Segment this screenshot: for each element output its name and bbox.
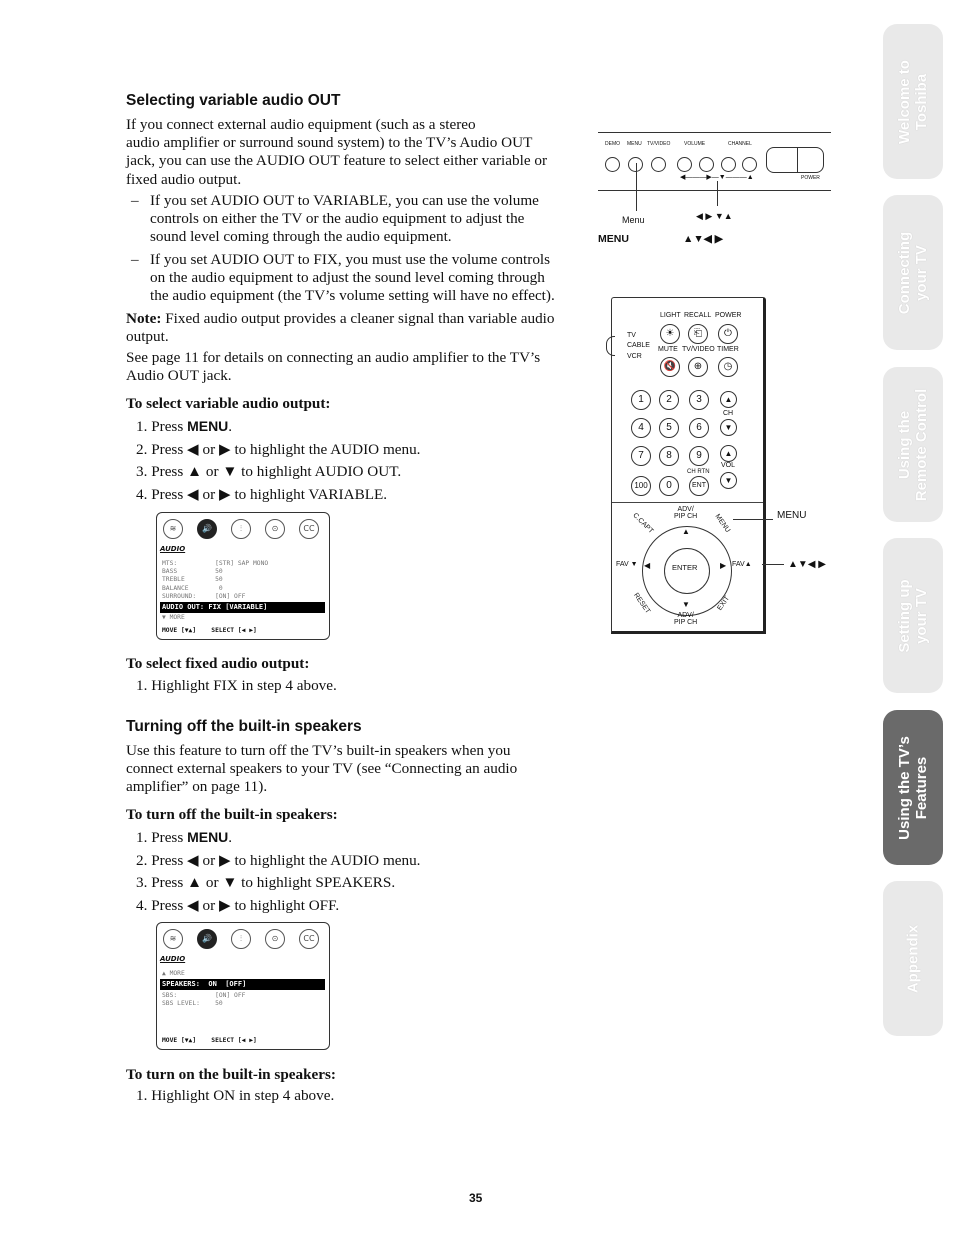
ch-label: CH [723, 410, 734, 417]
picture-icon: ≋ [163, 929, 183, 949]
ch-up-button[interactable]: ▲ [720, 391, 737, 408]
intro-line: Use this feature to turn off the TV’s built-in speakers when you [126, 742, 511, 759]
mute-button[interactable]: 🔇 [660, 357, 680, 377]
see-page-paragraph [126, 349, 540, 385]
step-item: 3. Press ▲ or ▼ to highlight SPEAKERS. [136, 874, 396, 891]
key-9[interactable]: 9 [689, 446, 709, 466]
key-3[interactable]: 3 [689, 390, 709, 410]
subheading-turn-on: To turn on the built-in speakers: [126, 1066, 336, 1083]
subheading-variable: To select variable audio output: [126, 395, 331, 412]
dash-line: If you set AUDIO OUT to VARIABLE, you can use the volume [150, 192, 539, 209]
fav-down-label: FAV ▼ [616, 561, 638, 568]
remote-label: RECALL [684, 312, 712, 319]
fav-up-label: FAV▲ [732, 561, 752, 568]
ch-rtn-label: CH RTN [687, 469, 710, 475]
key-6[interactable]: 6 [689, 418, 709, 438]
osd-highlight-row: SPEAKERS: ON [OFF] [160, 979, 325, 990]
timer-button[interactable]: ◷ [718, 357, 738, 377]
demo-button[interactable] [605, 157, 620, 172]
step-text: 1. Press [136, 418, 184, 435]
mode-label: CABLE [627, 342, 650, 349]
cc-icon: CC [299, 929, 319, 949]
key-2[interactable]: 2 [659, 390, 679, 410]
tab-label: Using the Remote Control [896, 388, 930, 501]
tab-connecting[interactable] [883, 195, 943, 350]
nav-right-icon[interactable]: ▶ [720, 561, 727, 570]
remote-label: LIGHT [660, 312, 681, 319]
remote-arrows-callout: ▲▼◀ ▶ [788, 559, 826, 570]
step-item: 1. Press MENU. [136, 829, 233, 846]
tab-label: Appendix [904, 924, 922, 993]
intro-line: fixed audio output. [126, 170, 242, 188]
remote-menu-callout-line [733, 519, 773, 520]
tab-welcome[interactable] [883, 24, 943, 179]
dash-line: the audio equipment (the TV’s volume setting will have no effect). [150, 287, 555, 305]
tab-remote-control[interactable] [883, 367, 943, 522]
menu-button-ref: MENU [187, 418, 229, 434]
exit-button[interactable]: EXIT [716, 595, 732, 612]
tab-label: Welcome to Toshiba [896, 59, 930, 144]
menu-callout-line [636, 163, 637, 211]
camera-icon: ⊙ [265, 929, 285, 949]
intro-line: amplifier” on page 11). [126, 778, 268, 796]
vol-down-button[interactable]: ▼ [720, 472, 737, 489]
remote-label: MUTE [658, 346, 678, 353]
subheading-fixed: To select fixed audio output: [126, 655, 310, 672]
mode-label: TV [627, 332, 636, 339]
key-5[interactable]: 5 [659, 418, 679, 438]
osd-more: ▼ MORE [162, 614, 185, 621]
power-button[interactable] [766, 147, 824, 173]
intro-paragraph [126, 116, 547, 189]
note-label: Note: [126, 310, 162, 327]
osd-row: SBS: [ON] OFF [162, 992, 246, 999]
step-item: 1. Press MENU. [136, 418, 233, 435]
osd-row: BASS 50 [162, 568, 223, 575]
tab-label: Connecting your TV [896, 231, 930, 314]
sliders-icon: ⫶ [231, 929, 251, 949]
adv-pip-label: ADV/ PIP CH [674, 612, 698, 626]
panel-label: TV/VIDEO [647, 141, 671, 147]
intro-line: audio amplifier or surround sound system) to the TV’s Audio OUT [126, 134, 533, 152]
speaker-icon: 🔊 [197, 519, 217, 539]
power-divider [797, 148, 798, 172]
panel-label: DEMO [605, 141, 620, 147]
key-100[interactable]: 100 [631, 476, 651, 496]
remote-tv-video-button[interactable]: ⊕ [688, 357, 708, 377]
intro-line: jack, you can use the AUDIO OUT feature to select either variable or [126, 152, 548, 170]
recall-button[interactable]: ⎗ [688, 324, 708, 344]
osd-highlight-row: AUDIO OUT: FIX [VARIABLE] [160, 602, 325, 613]
dash-line: sound level coming through the audio equipment. [150, 228, 452, 246]
picture-icon: ≋ [163, 519, 183, 539]
tab-label: Using the TV’s Features [896, 735, 930, 840]
dash-line: on the audio equipment to adjust the sound level coming through [150, 269, 545, 287]
step-item: 2. Press ◀ or ▶ to highlight the AUDIO menu. [136, 851, 421, 869]
osd-footer: MOVE [▼▲] SELECT [◀ ▶] [162, 1037, 257, 1044]
section-heading-speakers: Turning off the built-in speakers [126, 718, 362, 735]
section-heading-variable-audio: Selecting variable audio OUT [126, 92, 341, 109]
steps-speakers [136, 828, 420, 915]
remote-arrow-callout-line [762, 564, 784, 565]
panel-arrow-bracket: ◀———▶—▼———▲ [680, 174, 754, 181]
remote-label: TIMER [717, 346, 739, 353]
subheading-turn-off: To turn off the built-in speakers: [126, 806, 338, 823]
sliders-icon: ⫶ [231, 519, 251, 539]
step-item: 2. Press ◀ or ▶ to highlight the AUDIO menu. [136, 440, 421, 458]
reset-button[interactable]: RESET [632, 591, 652, 616]
panel-arrows-callout: ◀ ▶ ▼▲ [696, 211, 733, 221]
volume-up-button[interactable] [699, 157, 714, 172]
panel-arrows-label: ▲▼◀ ▶ [683, 233, 723, 245]
key-0[interactable]: 0 [659, 476, 679, 496]
key-8[interactable]: 8 [659, 446, 679, 466]
osd-row: BALANCE 0 [162, 585, 223, 592]
tab-setting-up[interactable] [883, 538, 943, 693]
tv-front-panel [598, 132, 831, 191]
panel-label: VOLUME [684, 141, 706, 147]
key-ent[interactable]: ENT [689, 476, 709, 496]
steps-variable [136, 417, 420, 504]
mode-switch[interactable] [606, 336, 615, 356]
arrow-callout-line [717, 181, 718, 206]
panel-menu-label: MENU [598, 233, 629, 245]
dash-mark: – [131, 192, 139, 209]
tab-label: Setting up your TV [896, 578, 930, 653]
key-1[interactable]: 1 [631, 390, 651, 410]
remote-power-button[interactable]: ⏻ [718, 324, 738, 344]
dash-line: If you set AUDIO OUT to FIX, you must use the volume controls [150, 251, 551, 268]
osd-row: MTS: [STR] SAP MONO [162, 560, 269, 567]
camera-icon: ⊙ [265, 519, 285, 539]
menu-button-ref: MENU [187, 829, 229, 845]
step-text: 1. Press [136, 829, 184, 846]
step-item: 3. Press ▲ or ▼ to highlight AUDIO OUT. [136, 463, 402, 480]
remote-menu-callout: MENU [777, 510, 807, 521]
speaker-icon: 🔊 [197, 929, 217, 949]
vol-label: VOL [721, 462, 736, 469]
light-button[interactable]: ☀ [660, 324, 680, 344]
ccapt-button[interactable]: C.CAPT [631, 511, 655, 536]
speakers-intro [126, 742, 517, 797]
osd-title: AUDIO [160, 955, 186, 963]
adv-pip-label: ADV/ PIP CH [674, 506, 698, 520]
intro-line: connect external speakers to your TV (see “Connecting an audio [126, 760, 518, 778]
tab-features[interactable] [883, 710, 943, 865]
intro-line: If you connect external audio equipment (such as a stereo [126, 116, 476, 133]
note-line: Fixed audio output provides a cleaner signal than variable audio [165, 310, 555, 327]
dash-bullet-fix [131, 251, 555, 306]
tv-video-button[interactable] [651, 157, 666, 172]
tab-appendix[interactable] [883, 881, 943, 1036]
volume-down-button[interactable] [677, 157, 692, 172]
osd-more: ▲ MORE [162, 970, 185, 977]
key-7[interactable]: 7 [631, 446, 651, 466]
see-line: Audio OUT jack. [126, 367, 232, 385]
ch-down-button[interactable]: ▼ [720, 419, 737, 436]
osd-row: SURROUND: [ON] OFF [162, 593, 246, 600]
step-item: 4. Press ◀ or ▶ to highlight VARIABLE. [136, 485, 388, 503]
audio-menu-screen-2 [156, 922, 330, 1050]
remote-menu-button[interactable]: MENU [713, 513, 732, 534]
cc-icon: CC [299, 519, 319, 539]
note-paragraph [126, 310, 555, 346]
key-4[interactable]: 4 [631, 418, 651, 438]
osd-footer: MOVE [▼▲] SELECT [◀ ▶] [162, 627, 257, 634]
mode-label: VCR [627, 353, 642, 360]
remote-label: TV/VIDEO [682, 346, 715, 353]
note-line: output. [126, 328, 169, 346]
remote-control [611, 297, 766, 634]
nav-up-icon[interactable]: ▲ [682, 527, 690, 536]
dash-bullet-variable [131, 192, 539, 247]
nav-left-icon[interactable]: ◀ [644, 561, 651, 570]
enter-label: ENTER [672, 563, 698, 572]
page-number: 35 [469, 1191, 483, 1205]
remote-divider [612, 502, 763, 503]
osd-row: SBS LEVEL: 50 [162, 1000, 223, 1007]
step-fix: 1. Highlight FIX in step 4 above. [136, 677, 337, 694]
dash-line: controls on either the TV or the audio equipment to adjust the [150, 210, 525, 228]
step-item: 4. Press ◀ or ▶ to highlight OFF. [136, 896, 340, 914]
panel-label: POWER [801, 175, 820, 181]
panel-menu-callout: Menu [622, 215, 645, 225]
see-line: See page 11 for details on connecting an audio amplifier to the TV’s [126, 349, 541, 366]
nav-down-icon[interactable]: ▼ [682, 600, 690, 609]
panel-label: CHANNEL [728, 141, 752, 147]
remote-label: POWER [715, 312, 742, 319]
channel-up-button[interactable] [742, 157, 757, 172]
osd-title: AUDIO [160, 545, 186, 553]
dash-mark: – [131, 251, 139, 268]
audio-menu-screen-1 [156, 512, 330, 640]
vol-up-button[interactable]: ▲ [720, 445, 737, 462]
channel-down-button[interactable] [721, 157, 736, 172]
step-on: 1. Highlight ON in step 4 above. [136, 1087, 335, 1104]
panel-label: MENU [627, 141, 642, 147]
osd-row: TREBLE 50 [162, 576, 223, 583]
